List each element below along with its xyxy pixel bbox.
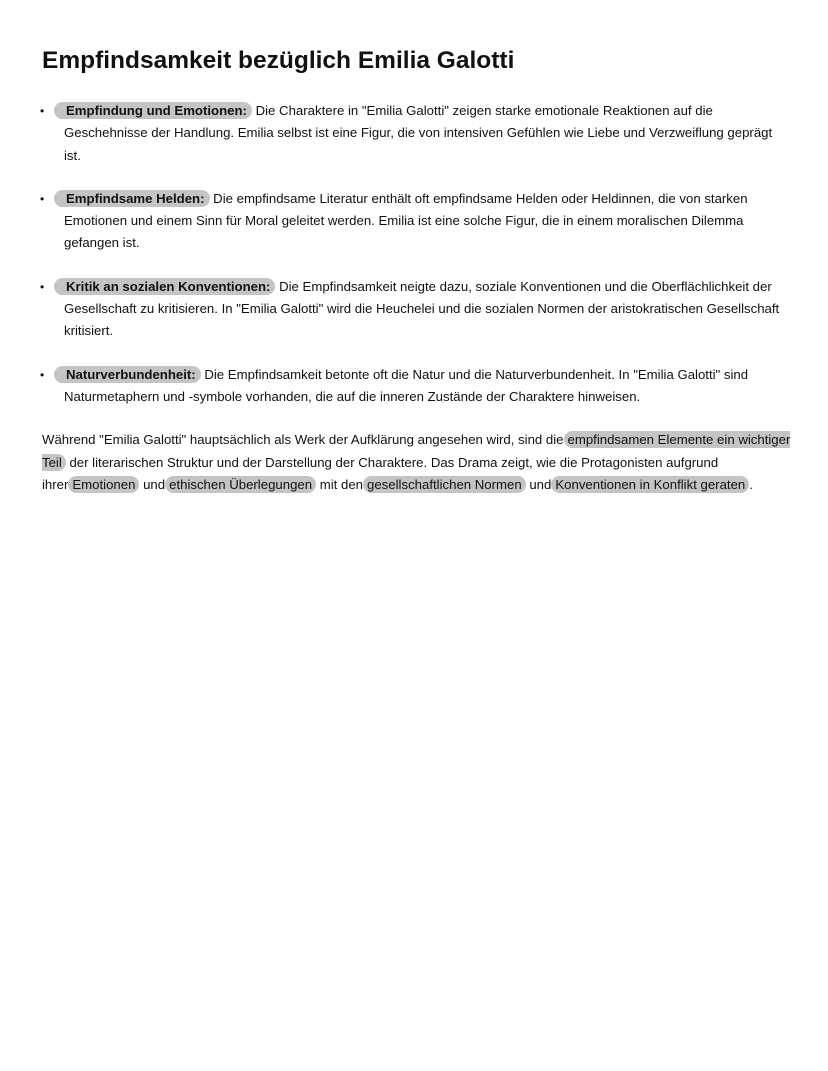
item-text: Die empfindsame Literatur enthält oft empfindsame Helden oder Heldinnen, die von starken Emotionen und einem Sinn für Moral geleitet werden. Emilia ist eine solche Figur, die in einem moralischen Dilemma gefangen ist.	[64, 190, 748, 251]
highlighted-term: Empfindung und Emotionen:	[54, 102, 252, 119]
summary-text: mit den	[316, 476, 364, 492]
highlighted-term: Naturverbundenheit:	[54, 366, 201, 383]
highlighted-term: Empfindsame Helden:	[54, 190, 210, 207]
item-text: Die Empfindsamkeit neigte dazu, soziale Konventionen und die Oberflächlichkeit der Gesellschaft zu kritisieren. In "Emilia Galotti" wird die Heuchelei und die sozialen Normen der aristokratischen Gesellschaft kritisiert.	[64, 278, 780, 339]
page-title: Empfindsamkeit bezüglich Emilia Galotti	[42, 47, 515, 74]
bullet-icon: •	[40, 367, 45, 382]
bullet-icon: •	[40, 191, 45, 206]
summary-text: und	[139, 476, 166, 492]
summary-highlight: Emotionen	[68, 476, 139, 493]
document-page	[42, 44, 792, 496]
bullet-icon: •	[40, 279, 45, 294]
item-text: Die Empfindsamkeit betonte oft die Natur und die Naturverbundenheit. In "Emilia Galotti" sind Naturmetaphern und -symbole vorhanden, die auf die inneren Zustände der Charaktere hinweisen.	[64, 366, 749, 404]
bullet-icon: •	[40, 104, 45, 118]
summary-text: der literarischen Struktur und der Darstellung der Charaktere. Das Drama zeigt, wie die Protagonisten aufgrund ihrer	[42, 454, 719, 492]
list-item	[42, 276, 792, 343]
list-item	[42, 188, 792, 255]
summary-paragraph	[42, 429, 792, 496]
summary-highlight: empfindsamen Elemente ein wichtiger Teil	[42, 432, 791, 470]
highlighted-term: Kritik an sozialen Konventionen:	[54, 278, 275, 295]
list-item	[42, 100, 792, 167]
item-text: Die Charaktere in "Emilia Galotti" zeigen starke emotionale Reaktionen auf die Geschehnisse der Handlung. Emilia selbst ist eine Figur, die von intensiven Gefühlen wie Liebe und Verzweiflung geprägt ist.	[64, 103, 773, 163]
summary-text: Während "Emilia Galotti" hauptsächlich als Werk der Aufklärung angesehen wird, sind die	[42, 432, 564, 448]
list-item	[42, 364, 792, 409]
summary-highlight: ethischen Überlegungen	[165, 476, 316, 493]
points-list	[42, 100, 792, 408]
summary-highlight: Konventionen in Konflikt geraten	[551, 476, 749, 493]
summary-text: .	[749, 476, 753, 492]
summary-highlight: gesellschaftlichen Normen	[363, 476, 526, 493]
summary-text: und	[525, 476, 552, 492]
